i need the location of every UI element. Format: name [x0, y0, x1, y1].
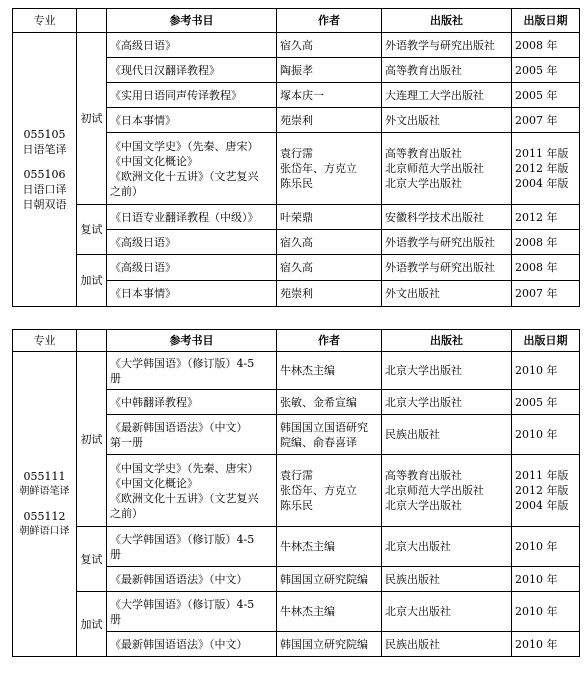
book-cell: 《大学韩国语》（修订版）4-5 册 [107, 592, 277, 632]
table-row [13, 592, 580, 632]
author-cell: 韩国国立国语研究 院编、俞春喜译 [277, 415, 382, 455]
header-stage [77, 330, 107, 352]
author-cell: 宿久高 [277, 33, 382, 58]
major-code: 055105 [23, 128, 66, 141]
book-cell: 《中韩翻译教程》 [107, 390, 277, 415]
publisher-cell: 北京大学出版社 [382, 352, 512, 390]
major-code: 055106 [23, 168, 66, 181]
stage-cell: 复试 [77, 205, 107, 255]
publisher-cell: 外文出版社 [382, 108, 512, 133]
publisher-cell: 大连理工大学出版社 [382, 83, 512, 108]
date-cell: 2007 年 [512, 108, 580, 133]
author-cell: 牛林杰主编 [277, 592, 382, 632]
table-header-row [13, 9, 580, 33]
date-cell: 2010 年 [512, 415, 580, 455]
publisher-cell: 高等教育出版社 北京师范大学出版社 北京大学出版社 [382, 133, 512, 205]
major-name: 朝鲜语口译 [19, 526, 70, 537]
publisher-cell: 北京大学出版社 [382, 390, 512, 415]
header-stage [77, 9, 107, 33]
author-cell: 叶荣鼎 [277, 205, 382, 230]
header-major: 专业 [13, 330, 77, 352]
publisher-cell: 高等教育出版社 [382, 58, 512, 83]
stage-cell: 初试 [77, 352, 107, 527]
reference-table-japanese [12, 8, 580, 307]
publisher-cell: 外文出版社 [382, 281, 512, 307]
date-cell: 2011 年版 2012 年版 2004 年版 [512, 133, 580, 205]
major-cell [13, 352, 77, 657]
author-cell: 苑崇利 [277, 281, 382, 307]
book-cell: 《日语专业翻译教程（中级）》 [107, 205, 277, 230]
publisher-cell: 民族出版社 [382, 415, 512, 455]
author-cell: 韩国国立研究院编 [277, 567, 382, 592]
book-cell: 《最新韩国语语法》（中文） [107, 567, 277, 592]
author-cell: 苑崇利 [277, 108, 382, 133]
book-cell: 《现代日汉翻译教程》 [107, 58, 277, 83]
publisher-cell: 民族出版社 [382, 632, 512, 657]
author-cell: 袁行霈 张岱年、方克立 陈乐民 [277, 455, 382, 527]
stage-cell: 初试 [77, 33, 107, 205]
author-cell: 韩国国立研究院编 [277, 632, 382, 657]
header-author: 作者 [277, 330, 382, 352]
table-header-row [13, 330, 580, 352]
author-cell: 牛林杰主编 [277, 352, 382, 390]
table-row [13, 205, 580, 230]
major-code: 055112 [23, 510, 66, 523]
book-cell: 《中国文学史》（先秦、唐宋） 《中国文化概论》 《欧洲文化十五讲》（文艺复兴 之前） [107, 455, 277, 527]
header-book: 参考书目 [107, 9, 277, 33]
date-cell: 2012 年 [512, 205, 580, 230]
book-cell: 《最新韩国语语法》（中文） [107, 632, 277, 657]
publisher-cell: 民族出版社 [382, 567, 512, 592]
book-cell: 《大学韩国语》（修订版）4-5 册 [107, 527, 277, 567]
book-cell: 《高级日语》 [107, 33, 277, 58]
publisher-cell: 高等教育出版社 北京师范大学出版社 北京大学出版社 [382, 455, 512, 527]
date-cell: 2007 年 [512, 281, 580, 307]
table-row [13, 255, 580, 281]
date-cell: 2008 年 [512, 230, 580, 255]
major-name: 朝鲜语笔译 [19, 486, 70, 497]
author-cell: 牛林杰主编 [277, 527, 382, 567]
book-cell: 《最新韩国语语法》（中文） 第一册 [107, 415, 277, 455]
date-cell: 2005 年 [512, 390, 580, 415]
stage-cell: 加试 [77, 592, 107, 657]
date-cell: 2010 年 [512, 567, 580, 592]
date-cell: 2010 年 [512, 632, 580, 657]
date-cell: 2010 年 [512, 352, 580, 390]
date-cell: 2010 年 [512, 527, 580, 567]
header-book: 参考书目 [107, 330, 277, 352]
stage-cell: 加试 [77, 255, 107, 307]
book-cell: 《中国文学史》（先秦、唐宋） 《中国文化概论》 《欧洲文化十五讲》（文艺复兴 之前） [107, 133, 277, 205]
publisher-cell: 外语教学与研究出版社 [382, 230, 512, 255]
book-cell: 《实用日语同声传译教程》 [107, 83, 277, 108]
major-name: 日朝双语 [22, 198, 67, 211]
book-cell: 《日本事情》 [107, 108, 277, 133]
date-cell: 2005 年 [512, 83, 580, 108]
date-cell: 2005 年 [512, 58, 580, 83]
author-cell: 宿久高 [277, 230, 382, 255]
table-row [13, 33, 580, 58]
major-code: 055111 [23, 470, 66, 483]
book-cell: 《高级日语》 [107, 255, 277, 281]
date-cell: 2008 年 [512, 255, 580, 281]
major-cell [13, 33, 77, 307]
header-author: 作者 [277, 9, 382, 33]
author-cell: 塚本庆一 [277, 83, 382, 108]
major-name: 日语笔译 [22, 143, 67, 156]
date-cell: 2008 年 [512, 33, 580, 58]
date-cell: 2010 年 [512, 592, 580, 632]
table-row [13, 527, 580, 567]
date-cell: 2011 年版 2012 年版 2004 年版 [512, 455, 580, 527]
reference-table-korean [12, 329, 580, 657]
header-date: 出版日期 [512, 330, 580, 352]
header-publisher: 出版社 [382, 330, 512, 352]
publisher-cell: 外语教学与研究出版社 [382, 255, 512, 281]
table-row [13, 352, 580, 390]
book-cell: 《高级日语》 [107, 230, 277, 255]
stage-cell: 复试 [77, 527, 107, 592]
publisher-cell: 安徽科学技术出版社 [382, 205, 512, 230]
author-cell: 陶振孝 [277, 58, 382, 83]
header-major: 专业 [13, 9, 77, 33]
book-cell: 《日本事情》 [107, 281, 277, 307]
major-name: 日语口译 [22, 183, 67, 196]
author-cell: 张敏、金希宣编 [277, 390, 382, 415]
author-cell: 宿久高 [277, 255, 382, 281]
publisher-cell: 外语教学与研究出版社 [382, 33, 512, 58]
author-cell: 袁行霈 张岱年、方克立 陈乐民 [277, 133, 382, 205]
publisher-cell: 北京大出版社 [382, 527, 512, 567]
header-date: 出版日期 [512, 9, 580, 33]
header-publisher: 出版社 [382, 9, 512, 33]
book-cell: 《大学韩国语》（修订版）4-5 册 [107, 352, 277, 390]
publisher-cell: 北京大出版社 [382, 592, 512, 632]
